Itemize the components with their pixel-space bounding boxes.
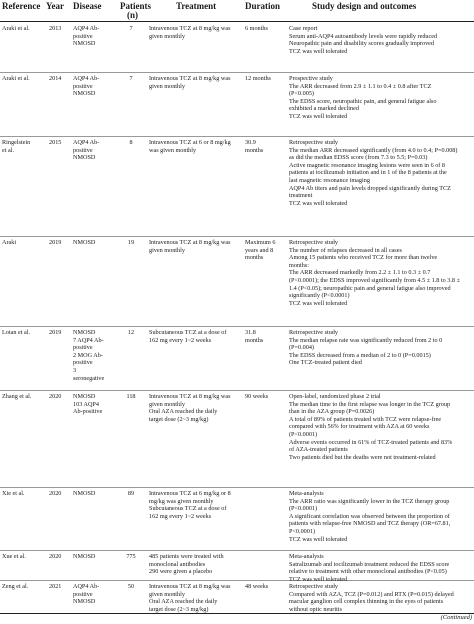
table-row	[0, 326, 474, 391]
row-disease-line: NMOSD	[73, 40, 96, 48]
row-disease-line: NMOSD	[73, 329, 96, 336]
row-study-line: TCZ was well tolerated	[289, 535, 348, 543]
row-reference-line: Xue et al.	[2, 553, 26, 560]
row-study-cell	[289, 75, 472, 121]
row-study-line: last magnetic resonance imaging	[289, 176, 370, 184]
row-duration-line: years and 8	[245, 246, 274, 254]
row-treatment-cell	[149, 393, 237, 423]
row-reference-cell	[2, 329, 46, 337]
row-treatment-line: given monthly	[149, 82, 185, 90]
row-study-line: Active magnetic resonance imaging lesions were seen in 6 of 8	[289, 161, 446, 169]
row-reference-line: Zeng et al.	[2, 583, 29, 590]
row-study-line: The ARR decreased from 2.9 ± 1.1 to 0.4 ± 0.8 after TCZ	[289, 82, 432, 90]
row-treatment-cell	[149, 490, 237, 520]
row-treatment-line: given monthly	[149, 590, 185, 598]
row-year-line: 2020	[49, 393, 62, 400]
row-study-line: Retrospective study	[289, 329, 338, 336]
row-study-line: without optic neuritis	[289, 605, 342, 613]
row-reference-line: Araki et al.	[2, 25, 30, 32]
row-disease-cell	[73, 583, 117, 606]
row-treatment-cell	[149, 139, 237, 154]
row-study-line: The median ARR decreased significantly (from 4.0 to 0.4; P=0.008)	[289, 146, 458, 154]
row-study-cell	[289, 393, 472, 461]
row-treatment-line: 162 mg every 1~2 weeks	[149, 512, 212, 520]
row-treatment-cell	[149, 239, 237, 254]
row-study-line: The number of relapses decreased in all cases	[289, 246, 402, 254]
row-reference-line: Araki et al.	[2, 75, 30, 82]
row-study-line: Retrospective study	[289, 239, 338, 246]
row-year-line: 2014	[49, 75, 62, 82]
row-disease-line: NMOSD	[73, 490, 96, 497]
table-row	[0, 550, 474, 581]
row-study-cell	[289, 490, 472, 543]
row-year-cell	[49, 490, 69, 498]
row-reference-cell	[2, 75, 46, 83]
row-patients-line: 118	[126, 393, 136, 400]
row-treatment-cell	[149, 75, 237, 90]
row-reference-cell	[2, 393, 46, 401]
row-treatment-line: Oral AZA reached the daily	[149, 598, 218, 606]
row-treatment-line: monoclonal antibodies	[149, 560, 206, 568]
row-disease-line: positive	[73, 590, 93, 598]
row-study-line: exhibited a marked declined	[289, 105, 359, 113]
row-treatment-line: Intravenous TCZ at 8 mg/kg was	[149, 583, 231, 590]
row-duration-line: 6 months	[245, 25, 268, 32]
row-duration-cell	[245, 583, 285, 591]
row-reference-line: Araki	[2, 239, 17, 246]
row-treatment-cell	[149, 583, 237, 613]
row-treatment-line: target dose (2~3 mg/kg)	[149, 605, 209, 613]
row-disease-line: positive	[73, 359, 93, 367]
row-year-cell	[49, 139, 69, 147]
row-study-line: TCZ was well tolerated	[289, 575, 348, 583]
row-disease-line: NMOSD	[73, 239, 96, 246]
row-patients-cell	[119, 139, 143, 147]
row-study-line: macular ganglion cell complex thinning in the eyes of patients	[289, 598, 444, 606]
row-study-line: as did the median EDSS score (from 7.3 to 5.5; P=0.03)	[289, 154, 428, 162]
row-study-line: Two patients died but the deaths were not treatment-related	[289, 453, 436, 461]
row-patients-line: 19	[127, 239, 135, 246]
row-treatment-line: Intravenous TCZ at 6 or 8 mg/kg	[149, 139, 231, 146]
row-duration-line: 90 weeks	[245, 393, 269, 400]
row-treatment-line: target dose (2~3 mg/kg)	[149, 415, 209, 423]
row-study-line: The ARR ratio was significantly lower in the TCZ therapy group	[289, 497, 450, 505]
row-disease-cell	[73, 139, 117, 162]
row-study-line: Compared with AZA, TCZ (P=0.012) and RTX (P=0.015) delayed	[289, 590, 454, 598]
row-disease-line: AQP4 Ab-	[73, 583, 100, 590]
row-treatment-line: given monthly	[149, 400, 185, 408]
row-disease-cell	[73, 393, 117, 416]
row-study-cell	[289, 239, 472, 307]
row-duration-cell	[245, 329, 285, 344]
row-study-line: TCZ was well tolerated	[289, 47, 348, 55]
table-row	[0, 22, 474, 73]
row-study-line: months:	[289, 261, 309, 269]
row-year-line: 2020	[49, 553, 62, 560]
row-study-line: 1.4 (P<0.05); neuropathic pain and general fatigue also improved	[289, 284, 451, 292]
row-reference-cell	[2, 239, 46, 247]
row-study-line: Prospective study	[289, 75, 333, 82]
row-disease-line: positive	[73, 32, 93, 40]
row-patients-cell	[119, 490, 143, 498]
table-header	[0, 0, 474, 22]
row-year-line: 2015	[49, 139, 62, 146]
row-study-line: P<0.0001)	[289, 527, 316, 535]
row-disease-line: NMOSD	[73, 393, 96, 400]
row-treatment-line: Intravenous TCZ at 6 mg/kg or 8	[149, 490, 231, 497]
row-reference-line: Zhang et al.	[2, 393, 32, 400]
row-study-line: The EDSS score, neuropathic pain, and general fatigue also	[289, 97, 437, 105]
row-study-line: than in the AZA group (P=0.0026)	[289, 408, 375, 416]
row-patients-cell	[119, 329, 143, 337]
row-study-line: Meta-analysis	[289, 553, 324, 560]
header-disease: Disease	[73, 1, 102, 11]
row-treatment-line: 290 were given a placebo	[149, 568, 213, 576]
row-disease-line: 3	[73, 366, 77, 374]
row-treatment-line: given monthly	[149, 246, 185, 254]
header-patients-n: (n)	[127, 10, 138, 20]
row-disease-line: NMOSD	[73, 90, 96, 98]
row-study-line: compared with 56% for treatment with AZA at 60 weeks	[289, 423, 430, 431]
row-treatment-line: Intravenous TCZ at 8 mg/kg was	[149, 393, 231, 400]
row-study-line: (P<0.0001)	[289, 505, 318, 513]
row-study-line: A total of 89% of patients treated with TCZ were relapse-free	[289, 415, 442, 423]
row-disease-line: NMOSD	[73, 154, 96, 162]
row-duration-line: 30.9	[245, 139, 256, 146]
row-reference-cell	[2, 553, 46, 561]
row-year-cell	[49, 25, 69, 33]
row-patients-cell	[119, 75, 143, 83]
row-reference-line: et al.	[2, 146, 15, 154]
row-study-cell	[289, 25, 472, 55]
row-duration-cell	[245, 393, 285, 401]
row-study-cell	[289, 583, 472, 613]
row-duration-cell	[245, 139, 285, 154]
row-study-line: Adverse events occurred in 61% of TCZ-treated patients and 83%	[289, 438, 453, 446]
row-duration-cell	[245, 239, 285, 262]
row-disease-line: positive	[73, 82, 93, 90]
row-duration-line: months	[245, 146, 264, 154]
row-patients-cell	[119, 553, 143, 561]
row-disease-line: 103 AQP4	[73, 400, 99, 408]
header-study: Study design and outcomes	[312, 1, 417, 11]
row-study-line: The median relapse rate was significantly reduced from 2 to 0	[289, 336, 443, 344]
row-study-line: Among 15 patients who received TCZ for more than twelve	[289, 254, 438, 262]
row-disease-line: NMOSD	[73, 553, 96, 560]
row-year-cell	[49, 239, 69, 247]
row-treatment-line: Intravenous TCZ at 8 mg/kg was	[149, 25, 231, 32]
row-reference-line: Ringelstein	[2, 139, 31, 146]
row-disease-line: NMOSD	[73, 598, 96, 606]
row-duration-line: 31.8	[245, 329, 256, 336]
row-study-line: One TCZ-treated patient died	[289, 359, 362, 367]
row-disease-line: AQP4 Ab-	[73, 139, 100, 146]
row-disease-cell	[73, 25, 117, 48]
row-treatment-line: Oral AZA reached the daily	[149, 408, 218, 416]
row-reference-line: Lotan et al.	[2, 329, 31, 336]
row-patients-line: 8	[129, 139, 133, 146]
row-reference-cell	[2, 25, 46, 33]
row-reference-cell	[2, 490, 46, 498]
continued-note: (Continued)	[440, 614, 472, 621]
row-duration-line: months	[245, 254, 264, 262]
row-disease-cell	[73, 490, 117, 498]
row-treatment-line: 162 mg every 1~2 weeks	[149, 336, 212, 344]
row-duration-line: 48 weeks	[245, 583, 269, 590]
row-study-line: The ARR decreased markedly from 2.2 ± 1.1 to 0.3 ± 0.7	[289, 269, 431, 277]
row-year-line: 2019	[49, 329, 62, 336]
row-study-line: TCZ was well tolerated	[289, 299, 348, 307]
row-study-line: patients at tocilizumab initiation and in 1 of the 8 patients at the	[289, 169, 447, 177]
row-treatment-line: 485 patients were treated with	[149, 553, 224, 560]
row-duration-line: Maximum 6	[245, 239, 276, 246]
row-patients-cell	[119, 239, 143, 247]
row-study-line: relative to treatment with other monoclonal antibodies (P<0.05)	[289, 568, 447, 576]
row-patients-line: 775	[126, 553, 136, 560]
row-study-line: of AZA-treated patients	[289, 446, 348, 454]
row-year-line: 2021	[49, 583, 62, 590]
header-reference: Reference	[2, 1, 41, 11]
table-row	[0, 390, 474, 488]
row-treatment-cell	[149, 329, 237, 344]
row-study-line: treatment	[289, 192, 313, 200]
header-duration: Duration	[245, 1, 281, 11]
row-treatment-line: Subcutaneous TCZ at a dose of	[149, 505, 227, 513]
row-reference-cell	[2, 583, 46, 591]
row-patients-line: 7	[129, 25, 133, 32]
row-study-line: The EDSS decreased from a median of 2 to 0 (P=0.0015)	[289, 351, 431, 359]
row-study-line: Neuropathic pain and disability scores gradually improved	[289, 40, 435, 48]
table-row	[0, 236, 474, 327]
row-study-line: TCZ was well tolerated	[289, 199, 348, 207]
row-study-line: Serum anti-AQP4 autoantibody levels were rapidly reduced	[289, 32, 438, 40]
row-year-cell	[49, 75, 69, 83]
row-disease-cell	[73, 75, 117, 98]
row-study-line: patients with relapse-free NMOSD and TCZ therapy (OR=67.81,	[289, 520, 451, 528]
header-treatment: Treatment	[176, 1, 217, 11]
row-treatment-line: Intravenous TCZ at 8 mg/kg was	[149, 239, 231, 246]
row-disease-cell	[73, 239, 117, 247]
row-duration-line: 12 months	[245, 75, 271, 82]
row-study-line: (P<0.0001)	[289, 430, 318, 438]
row-patients-line: 7	[129, 75, 133, 82]
header-patients: Patients	[120, 1, 151, 11]
row-disease-cell	[73, 329, 117, 382]
table-row	[0, 136, 474, 237]
row-year-cell	[49, 583, 69, 591]
row-treatment-cell	[149, 25, 237, 40]
row-year-line: 2020	[49, 490, 62, 497]
row-patients-line: 12	[127, 329, 135, 336]
row-disease-line: AQP4 Ab-	[73, 75, 100, 82]
row-study-line: Open-label, randomized phase 2 trial	[289, 393, 381, 400]
row-study-line: Meta-analysis	[289, 490, 324, 497]
row-duration-cell	[245, 75, 285, 83]
row-treatment-line: was given monthly	[149, 146, 197, 154]
row-study-line: Retrospective study	[289, 583, 338, 590]
row-patients-line: 50	[127, 583, 135, 590]
row-disease-line: AQP4 Ab-	[73, 25, 100, 32]
row-disease-line: positive	[73, 344, 93, 352]
row-disease-line: 2 MOG Ab-	[73, 351, 103, 359]
header-year: Year	[46, 1, 64, 11]
row-study-line: A significant correlation was observed between the proportion of	[289, 512, 450, 520]
row-study-line: (P<0.005)	[289, 90, 314, 98]
row-duration-line: months	[245, 336, 264, 344]
row-reference-cell	[2, 139, 46, 154]
row-treatment-line: Intravenous TCZ at 8 mg/kg was	[149, 75, 231, 82]
table-row	[0, 580, 474, 614]
row-patients-line: 89	[127, 490, 135, 497]
row-year-line: 2019	[49, 239, 62, 246]
row-study-line: The median time to the first relapse was longer in the TCZ group	[289, 400, 451, 408]
row-treatment-line: mg/kg was given monthly	[149, 497, 214, 505]
row-disease-line: positive	[73, 146, 93, 154]
row-year-cell	[49, 393, 69, 401]
row-treatment-line: Subcutaneous TCZ at a dose of	[149, 329, 227, 336]
row-study-line: Retrospective study	[289, 139, 338, 146]
row-patients-cell	[119, 25, 143, 33]
row-study-line: significantly (P<0.0001)	[289, 292, 350, 300]
row-study-line: Satralizumab and tocilizumab treatment reduced the EDSS score	[289, 560, 450, 568]
row-study-cell	[289, 139, 472, 207]
row-disease-line: 7 AQP4 Ab-	[73, 336, 104, 344]
row-study-cell	[289, 553, 472, 583]
row-reference-line: Xie et al.	[2, 490, 25, 497]
row-year-line: 2013	[49, 25, 62, 32]
row-patients-cell	[119, 393, 143, 401]
row-disease-line: seronegative	[73, 374, 105, 382]
row-disease-cell	[73, 553, 117, 561]
row-duration-cell	[245, 25, 285, 33]
row-study-line: (P=0.004)	[289, 344, 314, 352]
table-row	[0, 72, 474, 137]
row-disease-line: Ab-positive	[73, 408, 103, 416]
row-year-cell	[49, 329, 69, 337]
row-study-cell	[289, 329, 472, 367]
row-year-cell	[49, 553, 69, 561]
row-study-line: Case report	[289, 25, 318, 32]
table-row	[0, 487, 474, 551]
row-treatment-cell	[149, 553, 237, 576]
row-patients-cell	[119, 583, 143, 591]
row-treatment-line: given monthly	[149, 32, 185, 40]
row-study-line: AQP4 Ab titers and pain levels dropped significantly during TCZ	[289, 184, 451, 192]
row-study-line: TCZ was well tolerated	[289, 112, 348, 120]
row-study-line: (P<0.0001); the EDSS improved significantly from 4.5 ± 1.8 to 3.8 ±	[289, 276, 460, 284]
